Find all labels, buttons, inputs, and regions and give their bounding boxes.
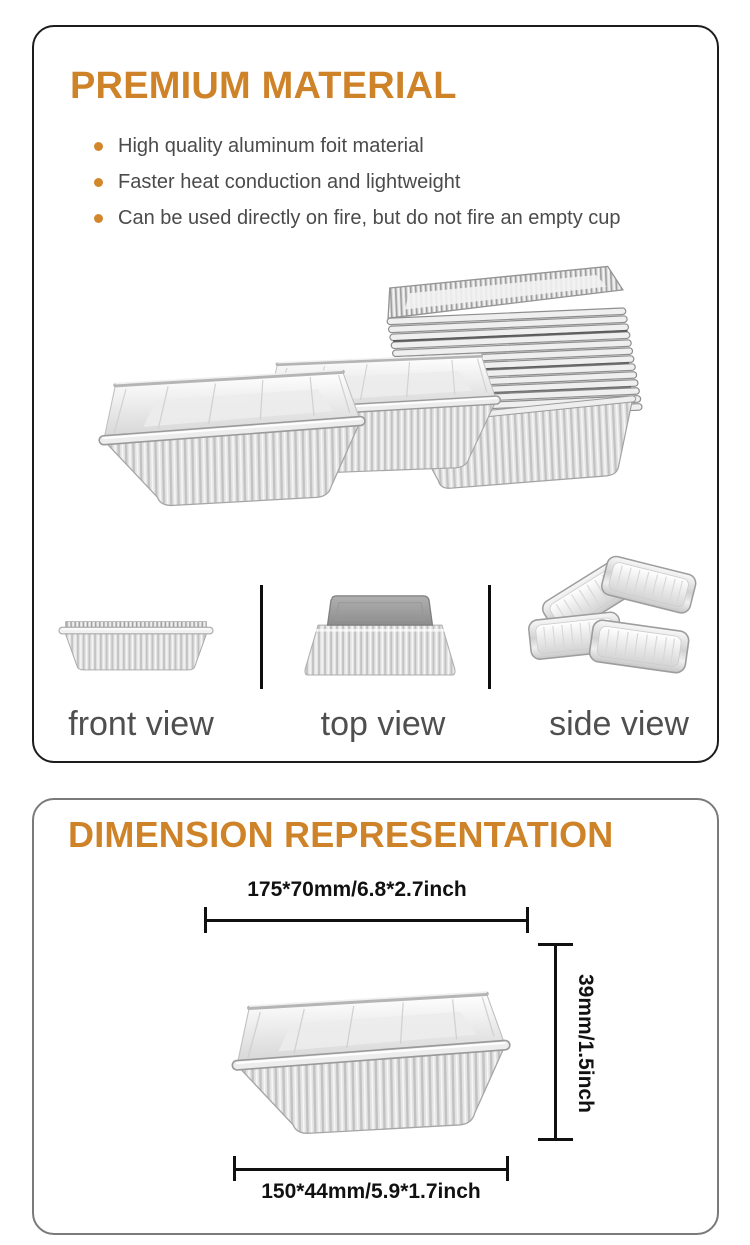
- bullet-dot-icon: [94, 178, 103, 187]
- dimension-pan-image: [217, 980, 517, 1142]
- feature-item: [94, 207, 621, 230]
- bullet-dot-icon: [94, 142, 103, 151]
- side-view-label: side view: [549, 705, 689, 743]
- top-view-image: [294, 589, 466, 685]
- dimension-tick: [233, 1156, 236, 1181]
- premium-material-card: [32, 25, 719, 763]
- base-dimension-label: 150*44mm/5.9*1.7inch: [261, 1180, 481, 1203]
- dimension-cap: [538, 943, 573, 946]
- side-view-image: [526, 547, 706, 680]
- dimension-card: [32, 798, 719, 1235]
- premium-feature-list: [94, 135, 621, 243]
- feature-item: [94, 171, 621, 194]
- dimension-tick: [204, 907, 207, 933]
- height-dimension-label: 39mm/1.5inch: [574, 973, 597, 1113]
- base-dimension-line: [234, 1168, 508, 1171]
- feature-text: High quality aluminum foit material: [118, 135, 424, 157]
- top-view-label: top view: [320, 705, 446, 743]
- front-left-pan: [103, 370, 362, 507]
- dimension-tick: [506, 1156, 509, 1181]
- view-divider: [488, 585, 491, 689]
- dimension-cap: [538, 1138, 573, 1141]
- feature-item: [94, 135, 621, 158]
- width-dimension-label: 175*70mm/6.8*2.7inch: [247, 878, 467, 901]
- feature-text: Faster heat conduction and lightweight: [118, 171, 461, 193]
- dimension-card-title: DIMENSION REPRESENTATION: [68, 814, 614, 855]
- width-dimension-line: [205, 919, 528, 922]
- bullet-dot-icon: [94, 214, 103, 223]
- main-product-image: [62, 229, 684, 533]
- feature-text: Can be used directly on fire, but do not fire an empty cup: [118, 207, 621, 229]
- dimension-tick: [526, 907, 529, 933]
- premium-card-title: PREMIUM MATERIAL: [70, 65, 457, 107]
- height-dimension-line: [554, 944, 557, 1141]
- view-divider: [260, 585, 263, 689]
- front-view-image: [54, 615, 218, 674]
- front-view-label: front view: [68, 705, 214, 743]
